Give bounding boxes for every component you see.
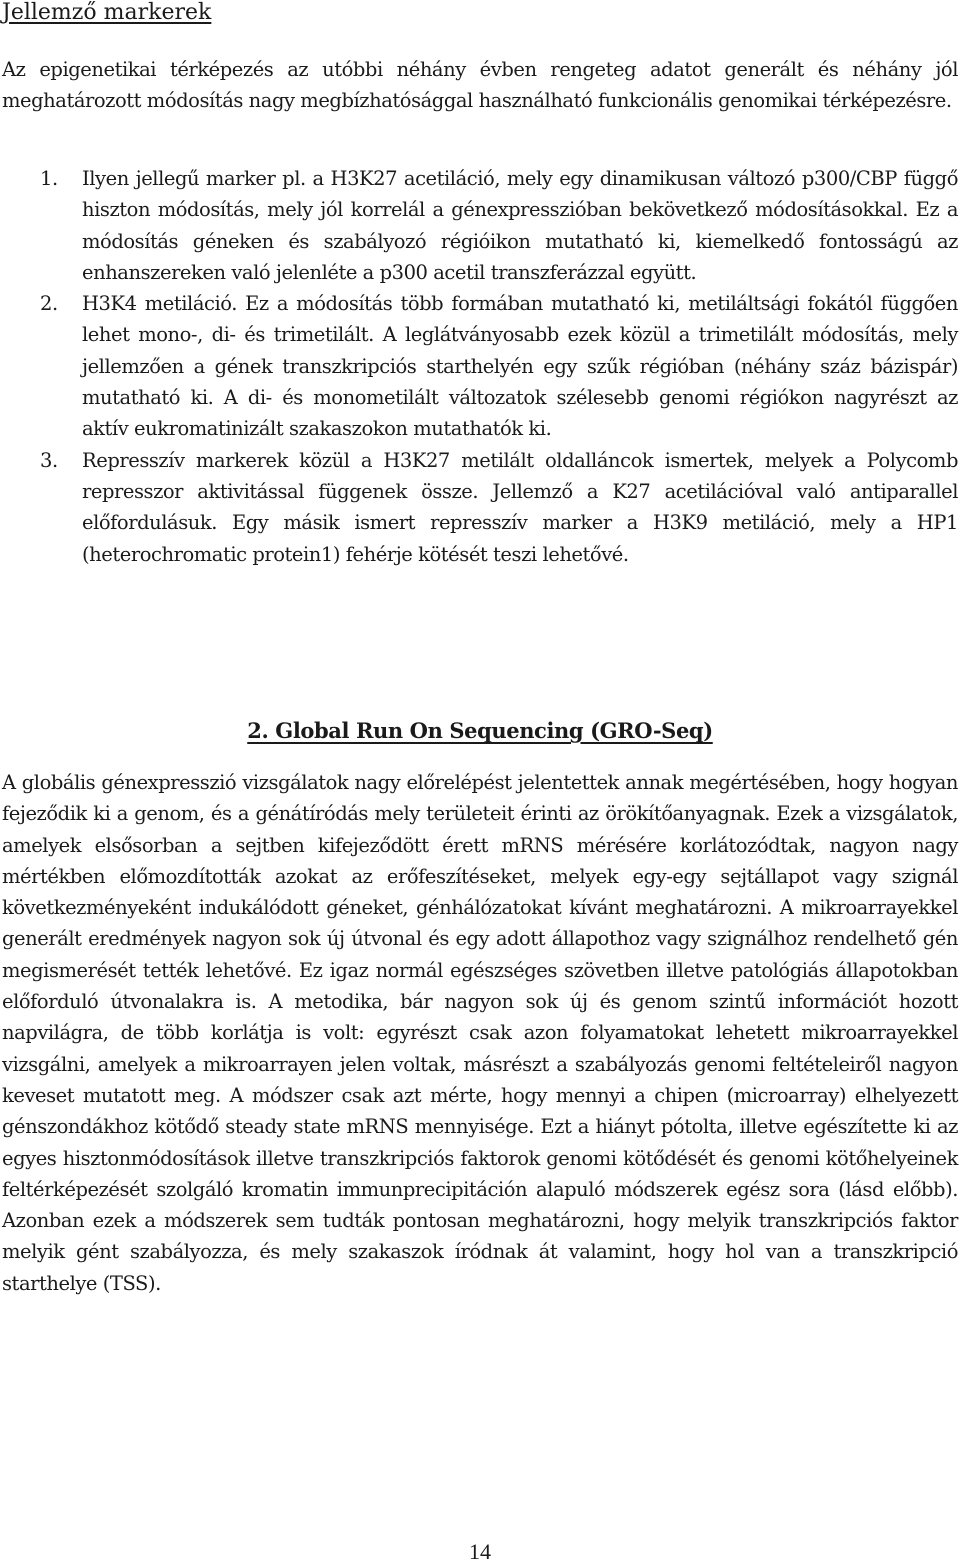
body-paragraph: A globális génexpresszió vizsgálatok nagy előrelépést jelentettek annak megértésében, hogy hogyan fejeződik ki a genom, és a génátíródás mely területeit érinti az örökítőanyagnak. Ezek a vizsgálatok, amelyek elsősorban a sejtben kifejeződött érett mRNS mérésére korlátozódtak, nagyon nagy mértékben előmozdították azokat az erőfeszítéseket, melyek egy-egy sejtállapot vagy szignál következményeként indukálódott géneket, génhálózatokat kívánt meghatározni. A mikroarrayekkel generált eredmények nagyon sok új útvonal és egy adott állapothoz vagy szignálhoz rendelhető gén megismerését tették lehetővé. Ez igaz normál egészséges szövetben illetve patológiás állapotokban előforduló útvonalakra is. A metodika, bár nagyon sok új és genom szintű információt hozott napvilágra, de több korlátja is volt: egyrészt csak azon folyamatokat lehetett mikroarrayekkel vizsgálni, amelyek a mikroarrayen jelen voltak, másrészt a szabályozás genomi feltételeiről nagyon keveset mutatott meg. A módszer csak azt mérte, hogy mennyi a chipen (microarray) elhelyezett génszondákhoz kötődő steady state mRNS mennyisége. Ezt a hiányt pótolta, illetve egészítette ki az egyes hisztonmódosítások illetve transzkripciós faktorok genomi kötődését és genomi kötőhelyeinek feltérképezését szolgáló kromatin immunprecipitáción alapuló módszerek egész sora (lásd előbb). Azonban ezek a módszerek sem tudták pontosan meghatározni, hogy melyik transzkripciós faktor melyik gént szabályozza, és mely szakaszok íródnak át valamint, hogy hol van a transzkripció starthelye (TSS). xyxy=(2,771,958,1295)
list-item-text: Represszív markerek közül a H3K27 metilált oldalláncok ismertek, melyek a Polycomb represszor aktivitással függenek össze. Jellemző a K27 acetilációval való antiparallel előfordulásuk. Egy másik ismert represszív marker a H3K9 metiláció, mely a HP1 (heterochromatic protein1) fehérje kötését teszi lehetővé. xyxy=(82,448,958,566)
section-title: 2. Global Run On Sequencing (GRO-Seq) xyxy=(247,718,713,743)
list-item-number: 2. xyxy=(40,292,58,316)
list-item-text: Ilyen jellegű marker pl. a H3K27 acetiláció, mely egy dinamikusan változó p300/CBP függő hiszton módosítás, mely jól korrelál a génexpresszióban bekövetkező módosításokkal. Ez a módosítás géneken és szabályozó régióikon mutatható ki, kiemelkedő fontosságú az enhanszereken való jelenléte a p300 acetil transzferázzal együtt. xyxy=(82,167,958,284)
section-heading: Jellemző markerek xyxy=(2,0,212,25)
list-item xyxy=(0,445,958,570)
list-item-number: 1. xyxy=(40,167,58,190)
list-item-text: H3K4 metiláció. Ez a módosítás több formában mutatható ki, metiláltsági fokától függően lehet mono-, di- és trimetilált. A leglátványosabb ezek közül a trimetilált módosítás, mely jellemzően a gének transzkripciós starthelyén egy szűk régióban (néhány száz bázispár) mutatható ki. A di- és monometilált változatok szélesebb genomi régiókon nagyrészt az aktív eukromatinizált szakaszokon mutathatók ki. xyxy=(82,292,958,441)
marker-list xyxy=(0,163,958,570)
list-item-number: 3. xyxy=(40,448,58,472)
list-item xyxy=(0,163,958,288)
list-item xyxy=(0,288,958,444)
intro-paragraph: Az epigenetikai térképezés az utóbbi néhány évben rengeteg adatot generált és néhány jól meghatározott módosítás nagy megbízhatósággal használható funkcionális genomikai térképezésre. xyxy=(2,58,958,113)
page-number: 14 xyxy=(469,1539,491,1564)
